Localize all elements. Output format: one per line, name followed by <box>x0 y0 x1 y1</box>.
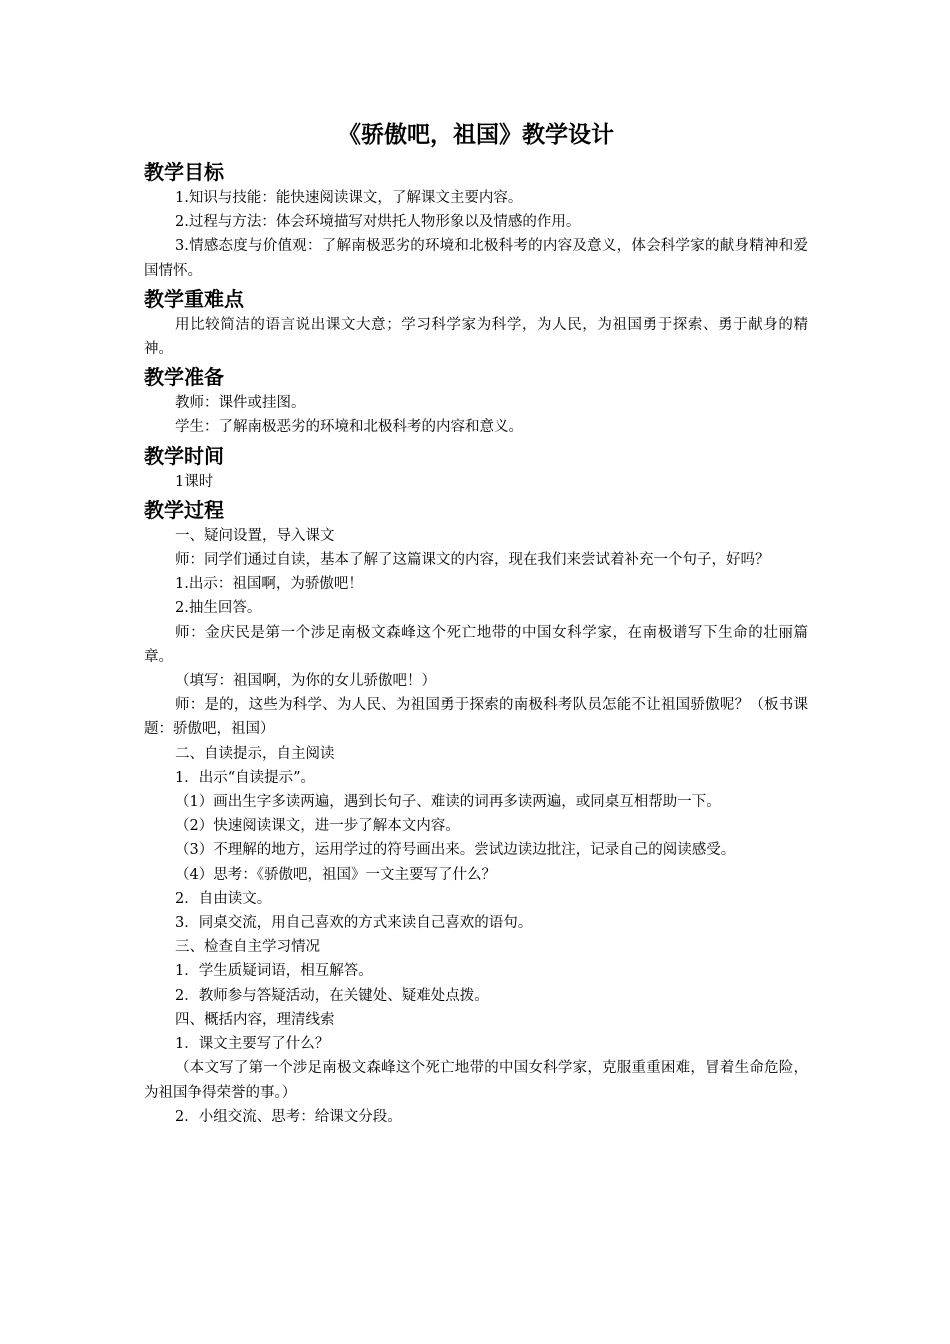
process-paragraph: 2．小组交流、思考：给课文分段。 <box>175 1108 402 1125</box>
process-paragraph: 师：同学们通过自读，基本了解了这篇课文的内容，现在我们来尝试着补充一个句子，好吗？ <box>175 552 770 569</box>
goal-item: 3.情感态度与价值观：了解南极恶劣的环境和北极科考的内容及意义，体会科学家的献身精神和爱国情怀。 <box>144 238 808 279</box>
process-paragraph: 2.抽生回答。 <box>175 600 262 617</box>
preparation-student: 学生：了解南极恶劣的环境和北极科考的内容和意义。 <box>175 419 523 436</box>
process-paragraph: 四、概括内容，理清线索 <box>175 1011 335 1028</box>
process-paragraph: （填写：祖国啊，为你的女儿骄傲吧！） <box>175 673 436 690</box>
process-paragraph: 2．自由读文。 <box>175 890 272 907</box>
preparation-teacher: 教师：课件或挂图。 <box>175 395 306 412</box>
process-paragraph: 1．课文主要写了什么？ <box>175 1036 330 1053</box>
process-paragraph: 1.出示：祖国啊，为骄傲吧！ <box>175 576 363 593</box>
section-heading-time: 教学时间 <box>144 443 224 468</box>
document-page <box>144 118 808 1129</box>
process-paragraph: 一、疑问设置，导入课文 <box>175 527 335 544</box>
document-title: 《骄傲吧，祖国》教学设计 <box>338 122 614 148</box>
process-paragraph: 3．同桌交流，用自己喜欢的方式来读自己喜欢的语句。 <box>175 915 533 932</box>
time-text: 1课时 <box>175 473 214 490</box>
section-heading-key-points: 教学重难点 <box>144 286 244 311</box>
goal-item: 2.过程与方法：体会环境描写对烘托人物形象以及情感的作用。 <box>175 214 581 231</box>
section-heading-process: 教学过程 <box>144 497 224 522</box>
process-paragraph: （本文写了第一个涉足南极文森峰这个死亡地带的中国女科学家，克服重重困难，冒着生命危险，为祖国争得荣誉的事。） <box>144 1060 808 1101</box>
process-paragraph: （1）画出生字多读两遍，遇到长句子、难读的词再多读两遍，或同桌互相帮助一下。 <box>175 794 721 811</box>
process-paragraph: 2．教师参与答疑活动，在关键处、疑难处点拨。 <box>175 987 489 1004</box>
key-points-text: 用比较简洁的语言说出课文大意；学习科学家为科学，为人民，为祖国勇于探索、勇于献身的精神。 <box>144 316 808 358</box>
process-paragraph: 师：是的，这些为科学、为人民、为祖国勇于探索的南极科考队员怎能不让祖国骄傲呢？（板书课题：骄傲吧，祖国） <box>144 697 808 738</box>
process-paragraph: 三、检查自主学习情况 <box>175 939 320 956</box>
process-paragraph: 1．出示“自读提示”。 <box>175 769 316 786</box>
process-paragraph: 二、自读提示，自主阅读 <box>175 745 335 762</box>
section-heading-goals: 教学目标 <box>144 160 224 184</box>
process-paragraph: 师：金庆民是第一个涉足南极文森峰这个死亡地带的中国女科学家，在南极谱写下生命的壮丽篇章。 <box>144 624 808 665</box>
process-paragraph: （3）不理解的地方，运用学过的符号画出来。尝试边读边批注，记录自己的阅读感受。 <box>175 842 736 859</box>
process-paragraph: （2）快速阅读课文，进一步了解本文内容。 <box>175 818 460 835</box>
process-paragraph: （4）思考：《骄傲吧，祖国》一文主要写了什么？ <box>175 866 496 883</box>
process-paragraph: 1．学生质疑词语，相互解答。 <box>175 963 373 980</box>
goal-item: 1.知识与技能：能快速阅读课文，了解课文主要内容。 <box>175 190 523 206</box>
section-heading-preparation: 教学准备 <box>144 365 224 390</box>
